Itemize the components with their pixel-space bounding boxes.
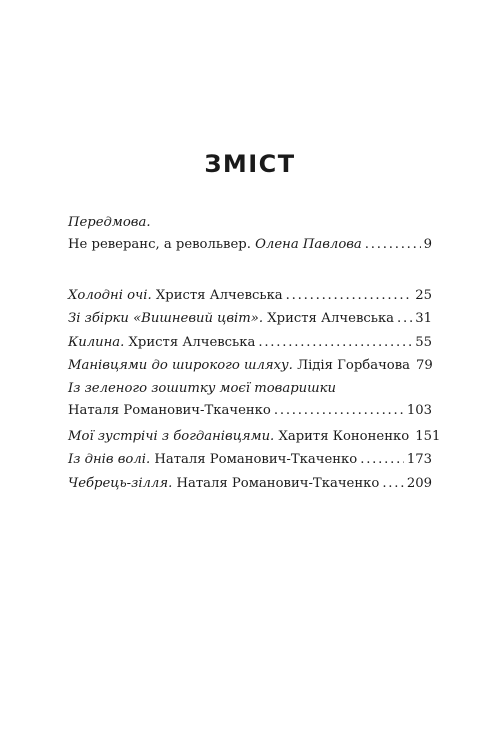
toc-entry-title: Манівцями до широкого шляху. Лідія Горбачова bbox=[68, 358, 411, 373]
toc-page-number: 209 bbox=[406, 476, 432, 491]
toc-leader-dots bbox=[382, 475, 404, 493]
toc-page-number: 25 bbox=[415, 288, 432, 303]
toc-entry-title-line bbox=[68, 380, 432, 398]
toc-entry-title: Зі збірки «Вишневий цвіт». Христя Алчевська bbox=[68, 311, 395, 326]
toc-entry-author: Наталя Романович-Ткаченко bbox=[68, 403, 271, 418]
toc-entry-title: Мої зустрічі з богданівцями. Харитя Кононенко bbox=[68, 429, 410, 444]
toc-entry bbox=[68, 334, 432, 352]
toc-entry bbox=[68, 236, 432, 254]
toc-entry-title: Килина. Христя Алчевська bbox=[68, 335, 256, 350]
toc-page-number: 9 bbox=[423, 237, 432, 252]
toc-entry-title: Передмова. bbox=[68, 215, 151, 230]
toc-page-number: 173 bbox=[406, 452, 432, 467]
toc-entry bbox=[68, 357, 432, 375]
toc-entry bbox=[68, 287, 432, 305]
toc-page-number: 79 bbox=[416, 358, 433, 373]
toc-leader-dots bbox=[365, 236, 421, 254]
toc-entry bbox=[68, 475, 432, 493]
toc-entry-title: Холодні очі. Христя Алчевська bbox=[68, 288, 283, 303]
toc-page-number: 151 bbox=[415, 429, 441, 444]
toc-entry bbox=[68, 428, 441, 446]
toc-page-number: 31 bbox=[415, 311, 432, 326]
toc-leader-dots bbox=[360, 451, 404, 469]
toc-entry-title: Чебрець-зілля. Наталя Романович-Ткаченко bbox=[68, 476, 380, 491]
toc-leader-dots bbox=[258, 334, 412, 352]
toc-heading-foreword bbox=[68, 214, 432, 232]
toc-entry bbox=[68, 451, 432, 469]
page-title: ЗМІСТ bbox=[204, 150, 296, 178]
toc-entry-title: Не реверанс, а револьвер. Олена Павлова bbox=[68, 237, 362, 252]
toc-entry-title: Із днів волі. Наталя Романович-Ткаченко bbox=[68, 452, 358, 467]
toc-entry bbox=[68, 310, 432, 328]
toc-leader-dots bbox=[286, 287, 413, 305]
toc-entry bbox=[68, 402, 432, 420]
toc-page-number: 103 bbox=[406, 403, 432, 418]
toc-leader-dots bbox=[274, 402, 404, 420]
toc-leader-dots bbox=[397, 310, 412, 328]
toc-entry-title: Із зеленого зошитку моєї товаришки bbox=[68, 381, 336, 396]
toc-page-number: 55 bbox=[415, 335, 432, 350]
